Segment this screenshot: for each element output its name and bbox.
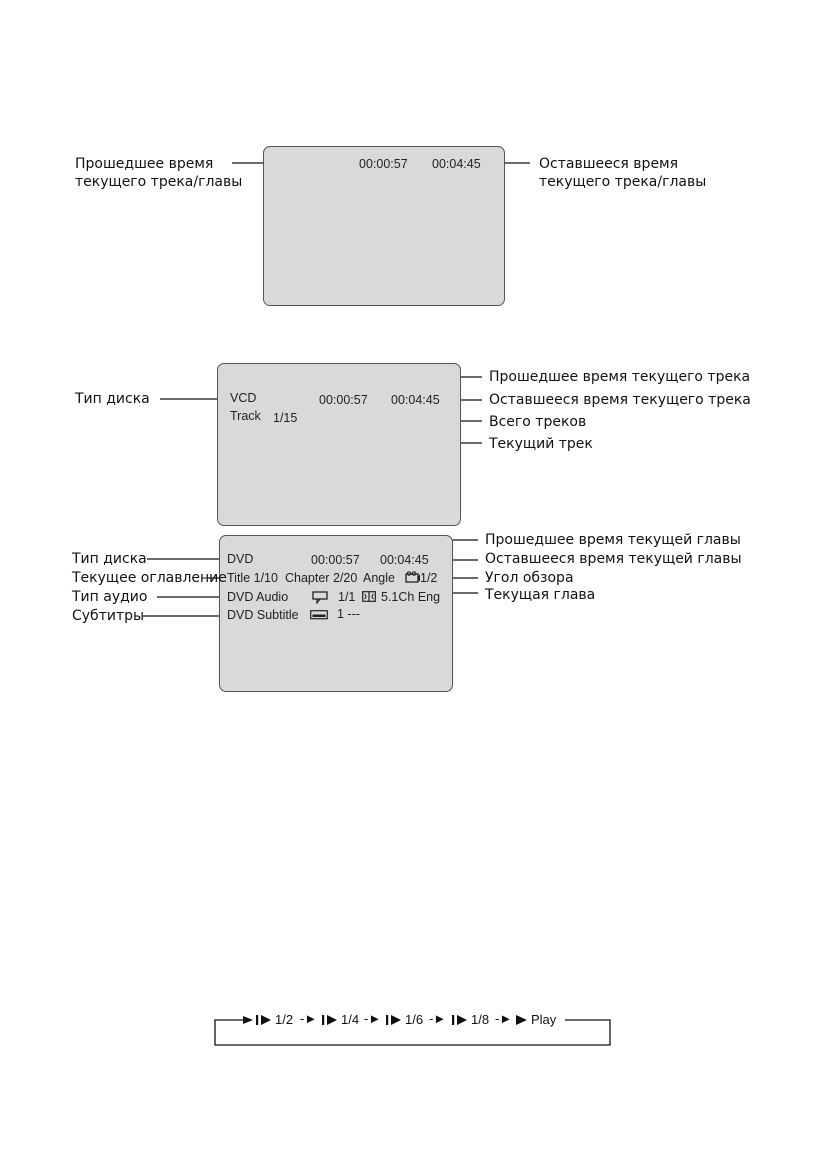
dvd-title: Title 1/10 xyxy=(227,571,278,585)
arrow-right-icon: -► xyxy=(300,1011,318,1026)
step-play-icon xyxy=(452,1014,468,1026)
label-vcd-current-track: Текущий трек xyxy=(489,436,593,452)
label-vcd-total-tracks: Всего треков xyxy=(489,414,587,430)
vcd-track-label: Track xyxy=(230,409,261,423)
step-play-icon xyxy=(386,1014,402,1026)
label-elapsed-line1: Прошедшее время xyxy=(75,156,214,172)
label-dvd-subtitles: Субтитры xyxy=(72,608,145,624)
dvd-disc-type: DVD xyxy=(227,552,254,566)
play-icon xyxy=(516,1014,528,1026)
camera-angle-icon xyxy=(405,571,421,583)
elapsed-time: 00:00:57 xyxy=(359,157,408,171)
dvd-audio-format: 5.1Ch Eng xyxy=(381,590,441,604)
vcd-track-value: 1/15 xyxy=(273,411,298,425)
arrow-right-icon: -► xyxy=(429,1011,447,1026)
dvd-audio-label: DVD Audio xyxy=(227,590,289,604)
step-play-icon xyxy=(322,1014,338,1026)
label-dvd-remaining: Оставшееся время текущей главы xyxy=(485,551,742,567)
label-dvd-angle: Угол обзора xyxy=(485,570,574,586)
label-remaining-line2: текущего трека/главы xyxy=(539,174,707,190)
vcd-remaining: 00:04:45 xyxy=(391,393,440,407)
dvd-angle-value: 1/2 xyxy=(420,571,438,585)
remaining-time: 00:04:45 xyxy=(432,157,481,171)
speed-step-4: 1/8 xyxy=(471,1012,490,1027)
arrow-right-icon: -► xyxy=(495,1011,513,1026)
subtitle-icon xyxy=(310,610,328,620)
dvd-audio-track: 1/1 xyxy=(338,590,356,604)
speech-bubble-icon xyxy=(312,591,328,604)
dvd-elapsed: 00:00:57 xyxy=(311,553,360,567)
label-vcd-elapsed: Прошедшее время текущего трека xyxy=(489,369,751,385)
label-elapsed-line2: текущего трека/главы xyxy=(75,174,243,190)
label-dvd-audio-type: Тип аудио xyxy=(72,589,148,605)
dvd-remaining: 00:04:45 xyxy=(380,553,429,567)
label-remaining-line1: Оставшееся время xyxy=(539,156,679,172)
dvd-chapter: Chapter 2/20 xyxy=(285,571,358,585)
label-vcd-disc-type: Тип диска xyxy=(75,391,150,407)
label-dvd-disc-type: Тип диска xyxy=(72,551,147,567)
label-vcd-remaining: Оставшееся время текущего трека xyxy=(489,392,751,408)
dvd-angle-label: Angle xyxy=(363,571,395,585)
dvd-subtitle-label: DVD Subtitle xyxy=(227,608,299,622)
dvd-subtitle-value: 1 --- xyxy=(337,607,360,621)
step-play-icon xyxy=(256,1014,272,1026)
speed-step-1: 1/2 xyxy=(275,1012,294,1027)
label-dvd-current-chapter: Текущая глава xyxy=(485,587,596,603)
vcd-disc-type: VCD xyxy=(230,391,257,405)
vcd-screen xyxy=(217,363,461,526)
vcd-elapsed: 00:00:57 xyxy=(319,393,368,407)
label-dvd-elapsed: Прошедшее время текущей главы xyxy=(485,532,741,548)
dolby-icon xyxy=(362,591,376,602)
speed-step-3: 1/6 xyxy=(405,1012,424,1027)
arrow-right-icon xyxy=(243,1015,253,1025)
speed-play: Play xyxy=(531,1012,557,1027)
arrow-right-icon: -► xyxy=(364,1011,382,1026)
label-dvd-current-title: Текущее оглавление xyxy=(72,570,227,586)
speed-step-2: 1/4 xyxy=(341,1012,360,1027)
